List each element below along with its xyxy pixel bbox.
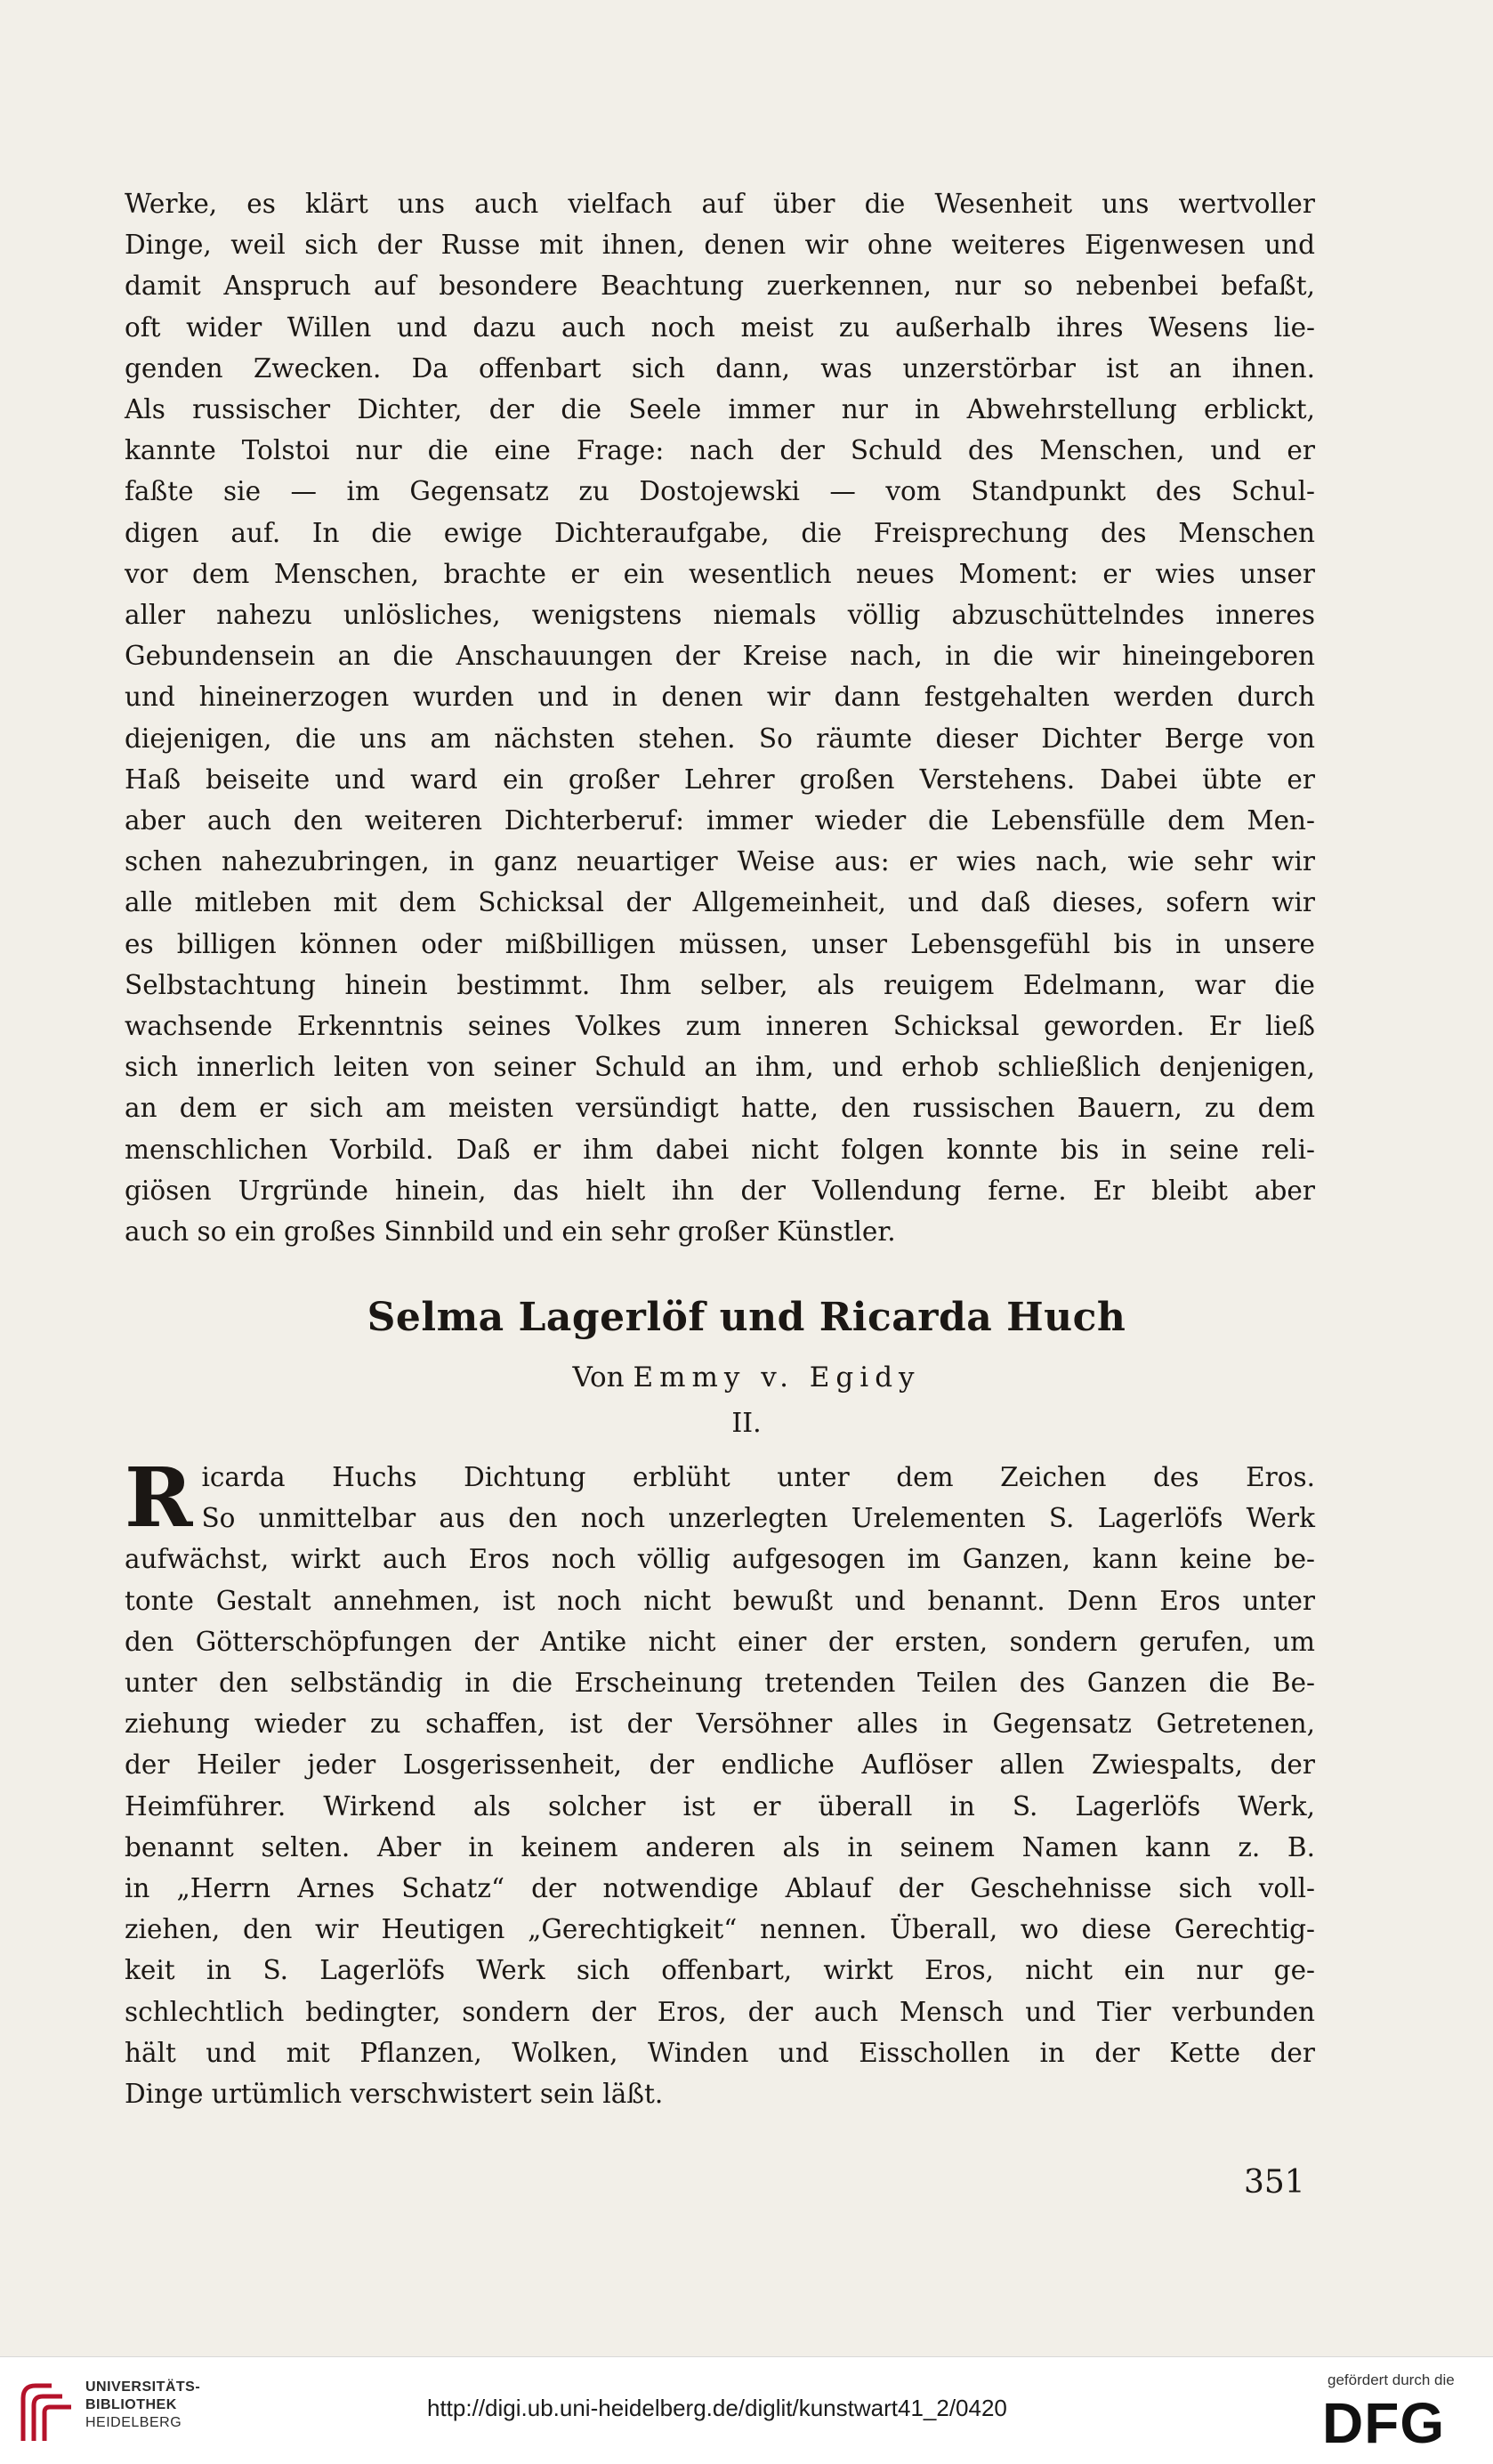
text-line: schen nahezubringen, in ganz neuartiger Weise aus: er wies nach, wie sehr wir [125, 846, 1315, 877]
text-line: an dem er sich am meisten versündigt hatte, den russischen Bauern, zu dem [125, 1093, 1315, 1124]
text-line: unter den selbständig in die Erscheinung tretenden Teilen des Ganzen die Be- [125, 1668, 1315, 1699]
text-line: tonte Gestalt annehmen, ist noch nicht bewußt und benannt. Denn Eros unter [125, 1585, 1315, 1616]
text-line: Dinge, weil sich der Russe mit ihnen, denen wir ohne weiteres Eigenwesen und [125, 230, 1315, 261]
text-line: faßte sie — im Gegensatz zu Dostojewski — vom Standpunkt des Schul- [125, 476, 1315, 507]
funder-caption: gefördert durch die [1328, 2371, 1455, 2388]
text-line: giösen Urgründe hinein, das hielt ihn der Vollendung ferne. Er bleibt aber [125, 1175, 1315, 1206]
university-library-logo-icon [16, 2379, 78, 2444]
text-line: in „Herrn Arnes Schatz“ der notwendige Ablauf der Geschehnisse sich voll- [125, 1873, 1315, 1904]
text-line: Dinge urtümlich verschwistert sein läßt. [125, 2079, 664, 2110]
text-line: und hineinerzogen wurden und in denen wir dann festgehalten werden durch [125, 682, 1315, 713]
text-line: Heimführer. Wirkend als solcher ist er überall in S. Lagerlöfs Werk, [125, 1790, 1315, 1822]
text-line: ziehung wieder zu schaffen, ist der Versöhner alles in Gegensatz Getretenen, [125, 1709, 1315, 1740]
text-line: wachsende Erkenntnis seines Volkes zum inneren Schicksal geworden. Er ließ [125, 1011, 1315, 1042]
author-line [0, 1361, 1493, 1394]
text-line: damit Anspruch auf besondere Beachtung zuerkennen, nur so nebenbei befaßt, [125, 271, 1315, 302]
body-paragraph-1 [125, 183, 1315, 1252]
text-line: benannt selten. Aber in keinem anderen als in seinem Namen kann z. B. [125, 1831, 1315, 1862]
text-line: den Götterschöpfungen der Antike nicht einer der ersten, sondern gerufen, um [125, 1626, 1315, 1657]
text-line: sich innerlich leiten von seiner Schuld an ihm, und erhob schließlich denjenigen, [125, 1052, 1315, 1083]
footer-bar [0, 2356, 1493, 2464]
text-line: Gebundensein an die Anschauungen der Kreise nach, in die wir hineingeboren [125, 641, 1315, 672]
article-title: Selma Lagerlöf und Ricarda Huch [367, 1295, 1126, 1340]
text-line: aber auch den weiteren Dichterberuf: immer wieder die Lebensfülle dem Men- [125, 805, 1315, 836]
text-line: vor dem Menschen, brachte er ein wesentlich neues Moment: er wies unser [125, 558, 1315, 589]
author-name: Emmy v. Egidy [633, 1361, 921, 1394]
text-line: ziehen, den wir Heutigen „Gerechtigkeit“ nennen. Überall, wo diese Gerechtig- [125, 1914, 1315, 1945]
text-line: Als russischer Dichter, der die Seele immer nur in Abwehrstellung erblickt, [125, 394, 1315, 425]
text-line: So unmittelbar aus den noch unzerlegten Urelementen S. Lagerlöfs Werk [201, 1503, 1315, 1534]
text-line: schlechtlich bedingter, sondern der Eros, der auch Mensch und Tier verbunden [125, 1996, 1315, 2027]
text-line: Selbstachtung hinein bestimmt. Ihm selber, als reuigem Edelmann, war die [125, 969, 1315, 1000]
text-line: der Heiler jeder Losgerissenheit, der endliche Auflöser allen Zwiespalts, der [125, 1749, 1315, 1781]
body-paragraph-2 [125, 1450, 1315, 2114]
text-line: icarda Huchs Dichtung erblüht unter dem Zeichen des Eros. [201, 1462, 1315, 1492]
text-line: hält und mit Pflanzen, Wolken, Winden und Eisschollen in der Kette der [125, 2037, 1315, 2068]
text-line: oft wider Willen und dazu auch noch meist zu außerhalb ihres Wesens lie- [125, 311, 1315, 343]
text-line: diejenigen, die uns am nächsten stehen. So räumte dieser Dichter Berge von [125, 723, 1315, 754]
drop-cap: R [125, 1450, 193, 1546]
source-url-link[interactable]: http://digi.ub.uni-heidelberg.de/diglit/kunstwart41_2/0420 [427, 2395, 1007, 2421]
text-line: aufwächst, wirkt auch Eros noch völlig aufgesogen im Ganzen, kann keine be- [125, 1544, 1315, 1575]
text-line: alle mitleben mit dem Schicksal der Allgemeinheit, und daß dieses, sofern wir [125, 887, 1315, 918]
text-line: keit in S. Lagerlöfs Werk sich offenbart, wirkt Eros, nicht ein nur ge- [125, 1955, 1315, 1986]
author-prefix: Von [572, 1361, 625, 1394]
text-line: kannte Tolstoi nur die eine Frage: nach der Schuld des Menschen, und er [125, 435, 1315, 466]
text-line: Werke, es klärt uns auch vielfach auf über die Wesenheit uns wertvoller [125, 189, 1315, 219]
text-line: auch so ein großes Sinnbild und ein sehr großer Künstler. [125, 1216, 896, 1248]
dfg-logo: DFG [1322, 2391, 1446, 2455]
text-line: aller nahezu unlösliches, wenigstens niemals völlig abzuschüttelndes inneres [125, 600, 1315, 631]
text-line: es billigen können oder mißbilligen müssen, unser Lebensgefühl bis in unsere [125, 928, 1315, 959]
university-library-name: UNIVERSITÄTS- BIBLIOTHEK HEIDELBERG [85, 2379, 201, 2430]
part-number: II. [731, 1408, 762, 1439]
text-line: digen auf. In die ewige Dichteraufgabe, die Freisprechung des Menschen [125, 517, 1315, 548]
text-line: menschlichen Vorbild. Daß er ihm dabei nicht folgen konnte bis in seine reli- [125, 1134, 1315, 1165]
text-line: Haß beiseite und ward ein großer Lehrer großen Verstehens. Dabei übte er [125, 763, 1315, 795]
text-line: genden Zwecken. Da offenbart sich dann, was unzerstörbar ist an ihnen. [125, 352, 1315, 384]
page-number: 351 [1244, 2164, 1305, 2201]
